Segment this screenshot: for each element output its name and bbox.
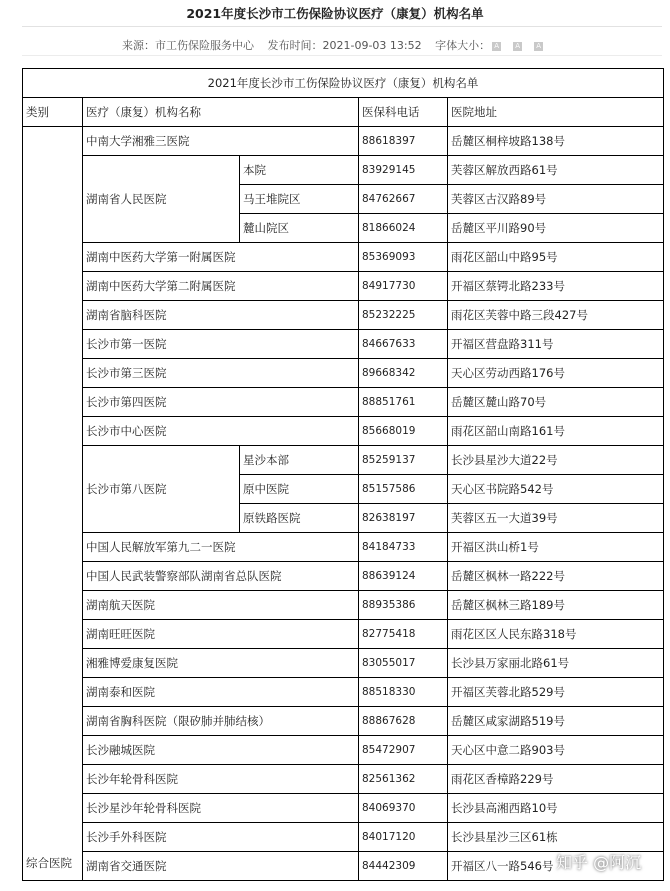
hospital-phone: 89668342 (359, 359, 448, 388)
hospital-address: 岳麓区桐梓坡路138号 (448, 127, 664, 156)
hospital-name: 湖南省人民医院 (83, 156, 240, 243)
title-divider (22, 26, 662, 27)
hospital-branch: 本院 (240, 156, 359, 185)
hospital-address: 长沙县万家丽北路61号 (448, 649, 664, 678)
hospital-address: 开福区营盘路311号 (448, 330, 664, 359)
hospital-address: 天心区中意二路903号 (448, 736, 664, 765)
hospital-name: 湖南中医药大学第二附属医院 (83, 272, 359, 301)
table-header-row (23, 98, 664, 127)
hospital-address: 长沙县高湘西路10号 (448, 794, 664, 823)
hospital-address: 雨花区区人民东路318号 (448, 620, 664, 649)
hospital-address: 岳麓区枫林三路189号 (448, 591, 664, 620)
category-cell: 综合医院 (23, 127, 83, 881)
font-size-small-button[interactable]: A (534, 42, 543, 51)
table-row (23, 243, 664, 272)
hospital-address: 开福区洪山桥1号 (448, 533, 664, 562)
hospital-address: 芙蓉区解放西路61号 (448, 156, 664, 185)
hospital-address: 长沙县星沙三区61栋 (448, 823, 664, 852)
hospital-address: 开福区芙蓉北路529号 (448, 678, 664, 707)
hospital-name: 湖南泰和医院 (83, 678, 359, 707)
table-row (23, 156, 664, 185)
hospital-phone: 84017120 (359, 823, 448, 852)
hospital-phone: 84184733 (359, 533, 448, 562)
table-row (23, 736, 664, 765)
table-row (23, 823, 664, 852)
hospital-name: 长沙手外科医院 (83, 823, 359, 852)
hospital-name: 长沙年轮骨科医院 (83, 765, 359, 794)
hospital-phone: 88518330 (359, 678, 448, 707)
table-row (23, 388, 664, 417)
hospital-branch: 星沙本部 (240, 446, 359, 475)
hospital-phone: 85232225 (359, 301, 448, 330)
hospital-name: 长沙市第四医院 (83, 388, 359, 417)
hospital-address: 雨花区芙蓉中路三段427号 (448, 301, 664, 330)
hospital-name: 长沙融城医院 (83, 736, 359, 765)
table-row (23, 678, 664, 707)
font-size-label: 字体大小： (435, 39, 491, 52)
header-name: 医疗（康复）机构名称 (83, 98, 359, 127)
hospital-phone: 83055017 (359, 649, 448, 678)
hospital-name: 湖南省胸科医院（限矽肺并肺结核） (83, 707, 359, 736)
hospital-branch: 马王堆院区 (240, 185, 359, 214)
hospital-phone: 88935386 (359, 591, 448, 620)
page-title: 2021年度长沙市工伤保险协议医疗（康复）机构名单 (186, 6, 484, 21)
hospital-phone: 84442309 (359, 852, 448, 881)
hospital-address: 雨花区韶山中路95号 (448, 243, 664, 272)
font-size-large-button[interactable]: A (492, 42, 501, 51)
hospital-address: 天心区书院路542号 (448, 475, 664, 504)
hospital-address: 岳麓区咸家湖路519号 (448, 707, 664, 736)
hospital-phone: 82775418 (359, 620, 448, 649)
hospital-phone: 83929145 (359, 156, 448, 185)
hospital-phone: 85157586 (359, 475, 448, 504)
hospital-name: 中南大学湘雅三医院 (83, 127, 359, 156)
hospital-name: 湖南省脑科医院 (83, 301, 359, 330)
hospital-name: 长沙星沙年轮骨科医院 (83, 794, 359, 823)
hospital-address: 岳麓区平川路90号 (448, 214, 664, 243)
hospital-address: 开福区蔡锷北路233号 (448, 272, 664, 301)
watermark-text: 知乎 @阿沉 (556, 853, 642, 872)
font-size-medium-button[interactable]: A (513, 42, 522, 51)
hospital-name: 长沙市第八医院 (83, 446, 240, 533)
hospital-name: 湖南中医药大学第一附属医院 (83, 243, 359, 272)
table-row (23, 649, 664, 678)
hospital-phone: 85369093 (359, 243, 448, 272)
header-address: 医院地址 (448, 98, 664, 127)
hospital-address: 芙蓉区古汉路89号 (448, 185, 664, 214)
hospital-phone: 84917730 (359, 272, 448, 301)
hospital-address: 开福区八一路546号 (448, 852, 664, 881)
table-row (23, 533, 664, 562)
hospital-address: 岳麓区麓山路70号 (448, 388, 664, 417)
hospital-name: 中国人民解放军第九二一医院 (83, 533, 359, 562)
table-row (23, 127, 664, 156)
table-row (23, 417, 664, 446)
hospital-phone: 85472907 (359, 736, 448, 765)
hospital-name: 长沙市中心医院 (83, 417, 359, 446)
header-category: 类别 (23, 98, 83, 127)
hospital-address: 长沙县星沙大道22号 (448, 446, 664, 475)
table-row (23, 562, 664, 591)
article-meta (122, 37, 553, 53)
hospital-name: 湖南省交通医院 (83, 852, 359, 881)
source-text: 来源：市工伤保险服务中心 (122, 39, 254, 52)
hospital-name: 湖南旺旺医院 (83, 620, 359, 649)
table-row (23, 765, 664, 794)
hospital-address: 雨花区韶山南路161号 (448, 417, 664, 446)
hospital-name: 长沙市第三医院 (83, 359, 359, 388)
table-row (23, 591, 664, 620)
table-row (23, 272, 664, 301)
hospital-phone: 82561362 (359, 765, 448, 794)
hospital-name: 中国人民武装警察部队湖南省总队医院 (83, 562, 359, 591)
table-caption-row (23, 69, 664, 98)
table-row (23, 301, 664, 330)
hospital-phone: 88639124 (359, 562, 448, 591)
hospital-phone: 84069370 (359, 794, 448, 823)
hospital-table (22, 68, 664, 881)
hospital-address: 雨花区香樟路229号 (448, 765, 664, 794)
hospital-phone: 84762667 (359, 185, 448, 214)
hospital-name: 长沙市第一医院 (83, 330, 359, 359)
hospital-phone: 84667633 (359, 330, 448, 359)
table-row (23, 794, 664, 823)
hospital-name: 湖南航天医院 (83, 591, 359, 620)
hospital-phone: 88618397 (359, 127, 448, 156)
meta-divider (22, 55, 662, 56)
font-size-control (435, 39, 553, 52)
hospital-phone: 88851761 (359, 388, 448, 417)
publish-time: 发布时间：2021-09-03 13:52 (267, 39, 422, 52)
table-row (23, 330, 664, 359)
header-phone: 医保科电话 (359, 98, 448, 127)
hospital-branch: 原铁路医院 (240, 504, 359, 533)
table-row (23, 707, 664, 736)
table-row (23, 359, 664, 388)
hospital-phone: 82638197 (359, 504, 448, 533)
hospital-phone: 88867628 (359, 707, 448, 736)
table-row (23, 620, 664, 649)
hospital-phone: 85668019 (359, 417, 448, 446)
hospital-phone: 81866024 (359, 214, 448, 243)
hospital-branch: 原中医院 (240, 475, 359, 504)
hospital-phone: 85259137 (359, 446, 448, 475)
hospital-branch: 麓山院区 (240, 214, 359, 243)
hospital-name: 湘雅博爱康复医院 (83, 649, 359, 678)
hospital-address: 天心区劳动西路176号 (448, 359, 664, 388)
table-row (23, 446, 664, 475)
hospital-address: 芙蓉区五一大道39号 (448, 504, 664, 533)
table-caption: 2021年度长沙市工伤保险协议医疗（康复）机构名单 (23, 69, 664, 98)
hospital-address: 岳麓区枫林一路222号 (448, 562, 664, 591)
